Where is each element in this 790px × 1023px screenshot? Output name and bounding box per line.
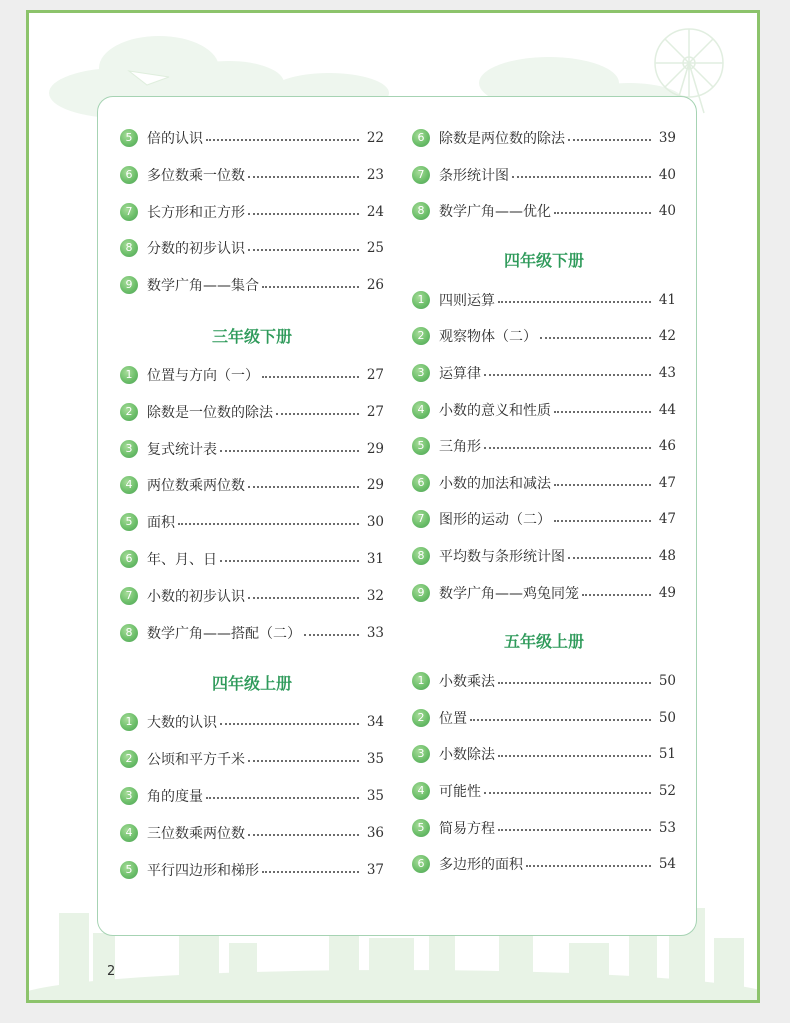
- chapter-title: 除数是一位数的除法: [147, 404, 273, 421]
- toc-entry[interactable]: [120, 365, 384, 385]
- chapter-title: 小数乘法: [439, 674, 495, 691]
- toc-entry[interactable]: [120, 238, 384, 258]
- leader-dots: [262, 871, 359, 873]
- leader-dots: [220, 450, 359, 452]
- leader-dots: [248, 176, 359, 178]
- toc-entry[interactable]: [412, 671, 676, 691]
- toc-entry[interactable]: [120, 623, 384, 643]
- chapter-title: 可能性: [439, 784, 481, 800]
- toc-entry[interactable]: [120, 786, 384, 806]
- toc-entry[interactable]: [120, 549, 384, 569]
- section-heading: 三年级下册: [211, 327, 292, 346]
- toc-entry[interactable]: [412, 165, 676, 185]
- chapter-title: 多边形的面积: [439, 857, 523, 874]
- leader-dots: [498, 829, 651, 831]
- chapter-title: 平行四边形和梯形: [147, 862, 259, 879]
- chapter-title: 倍的认识: [147, 131, 203, 147]
- leader-dots: [220, 560, 359, 562]
- leader-dots: [554, 411, 651, 413]
- leader-dots: [512, 176, 651, 178]
- toc-entry[interactable]: [412, 546, 676, 566]
- chapter-number-badge: 7: [412, 510, 430, 528]
- chapter-title: 数学广角——集合: [147, 278, 259, 295]
- chapter-page-number: 35: [366, 751, 384, 768]
- toc-entry[interactable]: [120, 128, 384, 148]
- page-number: 2: [107, 964, 116, 979]
- chapter-page-number: 49: [658, 584, 676, 601]
- chapter-number-badge: 1: [120, 366, 138, 384]
- chapter-title: 小数的加法和减法: [439, 475, 551, 492]
- chapter-page-number: 44: [658, 401, 676, 418]
- chapter-title: 年、月、日: [147, 552, 217, 568]
- chapter-page-number: 40: [658, 166, 676, 183]
- leader-dots: [470, 719, 651, 721]
- toc-entry[interactable]: [120, 586, 384, 606]
- toc-entry[interactable]: [412, 128, 676, 148]
- chapter-title: 小数的初步认识: [147, 588, 245, 605]
- toc-entry[interactable]: [120, 749, 384, 769]
- chapter-title: 三角形: [439, 439, 481, 456]
- chapter-page-number: 32: [366, 587, 384, 604]
- chapter-title: 多位数乘一位数: [147, 167, 245, 184]
- leader-dots: [248, 213, 359, 215]
- chapter-title: 长方形和正方形: [147, 204, 245, 221]
- leader-dots: [498, 301, 651, 303]
- section-heading: 四年级下册: [503, 250, 584, 270]
- chapter-title: 位置与方向（一）: [147, 368, 259, 384]
- chapter-title: 四则运算: [439, 292, 495, 309]
- leader-dots: [484, 792, 651, 794]
- chapter-title: 面积: [147, 515, 175, 532]
- chapter-title: 公顷和平方千米: [147, 752, 245, 769]
- leader-dots: [568, 557, 651, 559]
- chapter-number-badge: 8: [120, 624, 138, 642]
- chapter-page-number: 36: [366, 824, 384, 841]
- chapter-title: 分数的初步认识: [147, 241, 245, 258]
- leader-dots: [248, 834, 359, 836]
- leader-dots: [220, 723, 359, 725]
- leader-dots: [540, 337, 651, 339]
- chapter-number-badge: 2: [412, 327, 430, 345]
- chapter-number-badge: 6: [412, 855, 430, 873]
- chapter-number-badge: 5: [412, 819, 430, 837]
- chapter-page-number: 30: [366, 514, 384, 531]
- chapter-title: 数学广角——优化: [439, 204, 551, 221]
- chapter-title: 除数是两位数的除法: [439, 131, 565, 147]
- chapter-page-number: 29: [366, 477, 384, 494]
- leader-dots: [178, 523, 359, 525]
- leader-dots: [248, 597, 359, 599]
- leader-dots: [484, 374, 651, 376]
- chapter-number-badge: 5: [120, 861, 138, 879]
- leader-dots: [526, 865, 651, 867]
- chapter-page-number: 40: [658, 203, 676, 220]
- chapter-number-badge: 4: [120, 476, 138, 494]
- chapter-page-number: 33: [366, 624, 384, 641]
- chapter-page-number: 26: [366, 277, 384, 294]
- leader-dots: [206, 797, 359, 799]
- chapter-page-number: 48: [658, 548, 676, 564]
- leader-dots: [554, 520, 651, 522]
- chapter-number-badge: 8: [412, 547, 430, 565]
- chapter-number-badge: 4: [412, 401, 430, 419]
- toc-entry[interactable]: [412, 708, 676, 728]
- chapter-number-badge: 5: [120, 513, 138, 531]
- toc-entry[interactable]: [120, 275, 384, 295]
- chapter-page-number: 23: [366, 166, 384, 183]
- toc-entry[interactable]: [412, 201, 676, 221]
- chapter-number-badge: 6: [412, 129, 430, 147]
- chapter-page-number: 52: [658, 783, 676, 799]
- chapter-page-number: 41: [658, 291, 676, 308]
- chapter-number-badge: 1: [412, 672, 430, 690]
- chapter-number-badge: 4: [412, 782, 430, 800]
- chapter-title: 平均数与条形统计图: [439, 549, 565, 565]
- chapter-number-badge: 2: [120, 403, 138, 421]
- chapter-page-number: 51: [658, 746, 676, 763]
- toc-entry[interactable]: [412, 473, 676, 493]
- toc-entry[interactable]: [412, 744, 676, 764]
- chapter-title: 数学广角——搭配（二）: [147, 625, 301, 642]
- chapter-title: 复式统计表: [147, 441, 217, 458]
- chapter-page-number: 50: [658, 673, 676, 690]
- chapter-number-badge: 9: [412, 584, 430, 602]
- chapter-page-number: 50: [658, 709, 676, 726]
- leader-dots: [248, 760, 359, 762]
- chapter-title: 观察物体（二）: [439, 329, 537, 346]
- chapter-title: 小数的意义和性质: [439, 402, 551, 419]
- section-heading: 四年级上册: [211, 674, 292, 694]
- leader-dots: [206, 139, 359, 141]
- toc-entry[interactable]: [120, 823, 384, 843]
- toc-entry[interactable]: [412, 290, 676, 310]
- chapter-page-number: 37: [366, 861, 384, 878]
- chapter-number-badge: 2: [412, 709, 430, 727]
- chapter-number-badge: 1: [120, 713, 138, 731]
- chapter-number-badge: 3: [412, 745, 430, 763]
- leader-dots: [568, 139, 651, 141]
- chapter-page-number: 34: [366, 714, 384, 731]
- toc-entry[interactable]: [412, 363, 676, 383]
- chapter-number-badge: 7: [120, 203, 138, 221]
- chapter-page-number: 35: [366, 788, 384, 804]
- chapter-page-number: 25: [366, 240, 384, 257]
- leader-dots: [248, 249, 359, 251]
- chapter-page-number: 27: [366, 367, 384, 383]
- chapter-number-badge: 1: [412, 291, 430, 309]
- toc-entry[interactable]: [120, 860, 384, 880]
- leader-dots: [498, 682, 651, 684]
- leader-dots: [248, 486, 359, 488]
- chapter-page-number: 27: [366, 403, 384, 420]
- chapter-number-badge: 3: [412, 364, 430, 382]
- chapter-page-number: 39: [658, 130, 676, 146]
- toc-entry[interactable]: [412, 818, 676, 838]
- toc-entry[interactable]: [412, 400, 676, 420]
- leader-dots: [304, 634, 359, 636]
- chapter-page-number: 42: [658, 328, 676, 345]
- toc-entry[interactable]: [120, 439, 384, 459]
- chapter-number-badge: 6: [120, 550, 138, 568]
- chapter-number-badge: 4: [120, 824, 138, 842]
- chapter-page-number: 47: [658, 511, 676, 528]
- chapter-number-badge: 9: [120, 276, 138, 294]
- toc-entry[interactable]: [120, 402, 384, 422]
- chapter-page-number: 54: [658, 856, 676, 873]
- leader-dots: [498, 755, 651, 757]
- chapter-number-badge: 3: [120, 787, 138, 805]
- chapter-page-number: 31: [366, 551, 384, 567]
- chapter-title: 两位数乘两位数: [147, 478, 245, 495]
- chapter-page-number: 22: [366, 130, 384, 146]
- chapter-number-badge: 6: [412, 474, 430, 492]
- toc-entry[interactable]: [412, 781, 676, 801]
- chapter-title: 三位数乘两位数: [147, 825, 245, 842]
- toc-entry[interactable]: [412, 326, 676, 346]
- toc-entry[interactable]: [412, 854, 676, 874]
- chapter-number-badge: 3: [120, 440, 138, 458]
- chapter-title: 数学广角——鸡兔同笼: [439, 585, 579, 602]
- chapter-title: 角的度量: [147, 789, 203, 805]
- toc-entry[interactable]: [412, 436, 676, 456]
- chapter-title: 简易方程: [439, 820, 495, 837]
- chapter-number-badge: 6: [120, 166, 138, 184]
- chapter-number-badge: 5: [120, 129, 138, 147]
- leader-dots: [262, 376, 359, 378]
- chapter-page-number: 53: [658, 819, 676, 836]
- chapter-page-number: 46: [658, 438, 676, 455]
- toc-panel: [97, 96, 697, 936]
- leader-dots: [262, 286, 359, 288]
- toc-entry[interactable]: [120, 512, 384, 532]
- chapter-title: 条形统计图: [439, 167, 509, 184]
- toc-page: [26, 10, 760, 1003]
- chapter-page-number: 47: [658, 474, 676, 491]
- leader-dots: [484, 447, 651, 449]
- chapter-title: 运算律: [439, 366, 481, 382]
- leader-dots: [582, 594, 651, 596]
- toc-entry[interactable]: [412, 509, 676, 529]
- chapter-number-badge: 8: [120, 239, 138, 257]
- chapter-page-number: 29: [366, 440, 384, 457]
- toc-entry[interactable]: [120, 712, 384, 732]
- chapter-title: 小数除法: [439, 747, 495, 764]
- toc-entry[interactable]: [412, 583, 676, 603]
- chapter-title: 位置: [439, 710, 467, 727]
- chapter-page-number: 43: [658, 365, 676, 381]
- chapter-number-badge: 7: [120, 587, 138, 605]
- toc-entry[interactable]: [120, 202, 384, 222]
- chapter-title: 图形的运动（二）: [439, 512, 551, 529]
- chapter-page-number: 24: [366, 203, 384, 220]
- chapter-title: 大数的认识: [147, 715, 217, 732]
- chapter-number-badge: 8: [412, 202, 430, 220]
- chapter-number-badge: 2: [120, 750, 138, 768]
- chapter-number-badge: 5: [412, 437, 430, 455]
- leader-dots: [554, 484, 651, 486]
- chapter-number-badge: 7: [412, 166, 430, 184]
- toc-entry[interactable]: [120, 165, 384, 185]
- toc-entry[interactable]: [120, 475, 384, 495]
- section-heading: 五年级上册: [503, 632, 584, 652]
- leader-dots: [276, 413, 359, 415]
- leader-dots: [554, 212, 651, 214]
